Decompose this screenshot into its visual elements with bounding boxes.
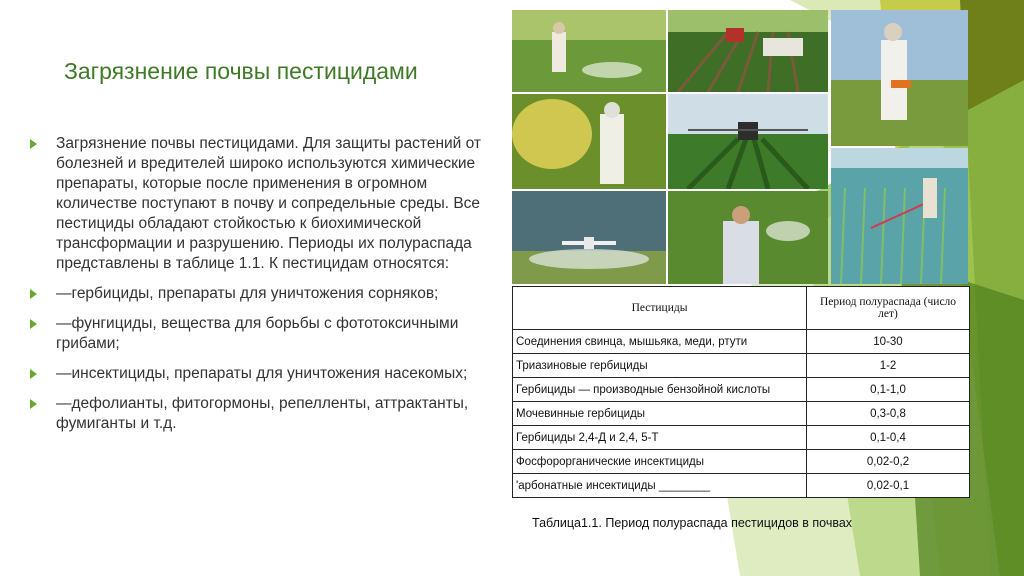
- photo-spraying-crops: [512, 94, 666, 189]
- table-row: [513, 474, 970, 498]
- bullet-item-herbicides: [30, 284, 500, 304]
- photo-worker-protective-suit: [831, 10, 968, 146]
- table-row: [513, 426, 970, 450]
- table-row: [513, 450, 970, 474]
- bullet-text: —гербициды, препараты для уничтожения сорняков;: [56, 285, 439, 302]
- bullet-arrow-icon: [30, 369, 37, 379]
- table-header-row: [513, 287, 970, 330]
- cell-pesticide: Гербициды 2,4-Д и 2,4, 5-Т: [513, 426, 807, 450]
- photo-sprayer-field: [512, 10, 666, 92]
- bullet-text: —дефолианты, фитогормоны, репелленты, аттрактанты, фумиганты и т.д.: [56, 395, 469, 432]
- cell-pesticide: Фосфорорганические инсектициды: [513, 450, 807, 474]
- table-row: [513, 378, 970, 402]
- photo-tractor-rows: [668, 10, 828, 92]
- bullet-item-defoliants: [30, 394, 500, 434]
- column-header-pesticides: Пестициды: [513, 287, 807, 330]
- bullet-list: [30, 134, 500, 444]
- cell-half-life: 0,02-0,2: [807, 450, 970, 474]
- cell-pesticide: 'арбонатные инсектициды ________: [513, 474, 807, 498]
- bullet-item-insecticides: [30, 364, 500, 384]
- photo-rice-field-sprayer: [831, 148, 968, 284]
- bullet-text: Загрязнение почвы пестицидами. Для защиты растений от болезней и вредителей широко используются химические препараты, которые после применения в огромном количестве поступают в почву и сопредельные среды. Все пестициды обладают стойкостью к биохимической трансформации и разрушению. Периоды их полураспада представлены в таблице 1.1. К пестицидам относятся:: [56, 135, 482, 272]
- cell-half-life: 0,1-1,0: [807, 378, 970, 402]
- table-caption: Таблица1.1. Период полураспада пестицидов в почвах: [532, 516, 853, 530]
- page-title: Загрязнение почвы пестицидами: [64, 58, 418, 84]
- bullet-arrow-icon: [30, 319, 37, 329]
- bullet-arrow-icon: [30, 399, 37, 409]
- cell-pesticide: Триазиновые гербициды: [513, 354, 807, 378]
- cell-half-life: 1-2: [807, 354, 970, 378]
- pesticide-table: [512, 286, 970, 498]
- bullet-arrow-icon: [30, 139, 37, 149]
- cell-pesticide: Соединения свинца, мышьяка, меди, ртути: [513, 330, 807, 354]
- cell-half-life: 0,02-0,1: [807, 474, 970, 498]
- bullet-item-intro: [30, 134, 500, 274]
- bullet-arrow-icon: [30, 289, 37, 299]
- bullet-item-fungicides: [30, 314, 500, 354]
- cell-half-life: 0,1-0,4: [807, 426, 970, 450]
- column-header-half-life: Период полураспада (число лет): [807, 287, 970, 330]
- bullet-text: —инсектициды, препараты для уничтожения насекомых;: [56, 365, 468, 382]
- photo-crop-duster-plane: [512, 191, 666, 284]
- cell-half-life: 0,3-0,8: [807, 402, 970, 426]
- cell-pesticide: Мочевинные гербициды: [513, 402, 807, 426]
- photo-manual-sprayer: [668, 191, 828, 284]
- table-row: [513, 330, 970, 354]
- cell-half-life: 10-30: [807, 330, 970, 354]
- photo-collage: [512, 10, 968, 284]
- photo-tractor-boom: [668, 94, 828, 189]
- cell-pesticide: Гербициды — производные бензойной кислоты: [513, 378, 807, 402]
- table-row: [513, 354, 970, 378]
- table-row: [513, 402, 970, 426]
- bullet-text: —фунгициды, вещества для борьбы с фототоксичными грибами;: [56, 315, 459, 352]
